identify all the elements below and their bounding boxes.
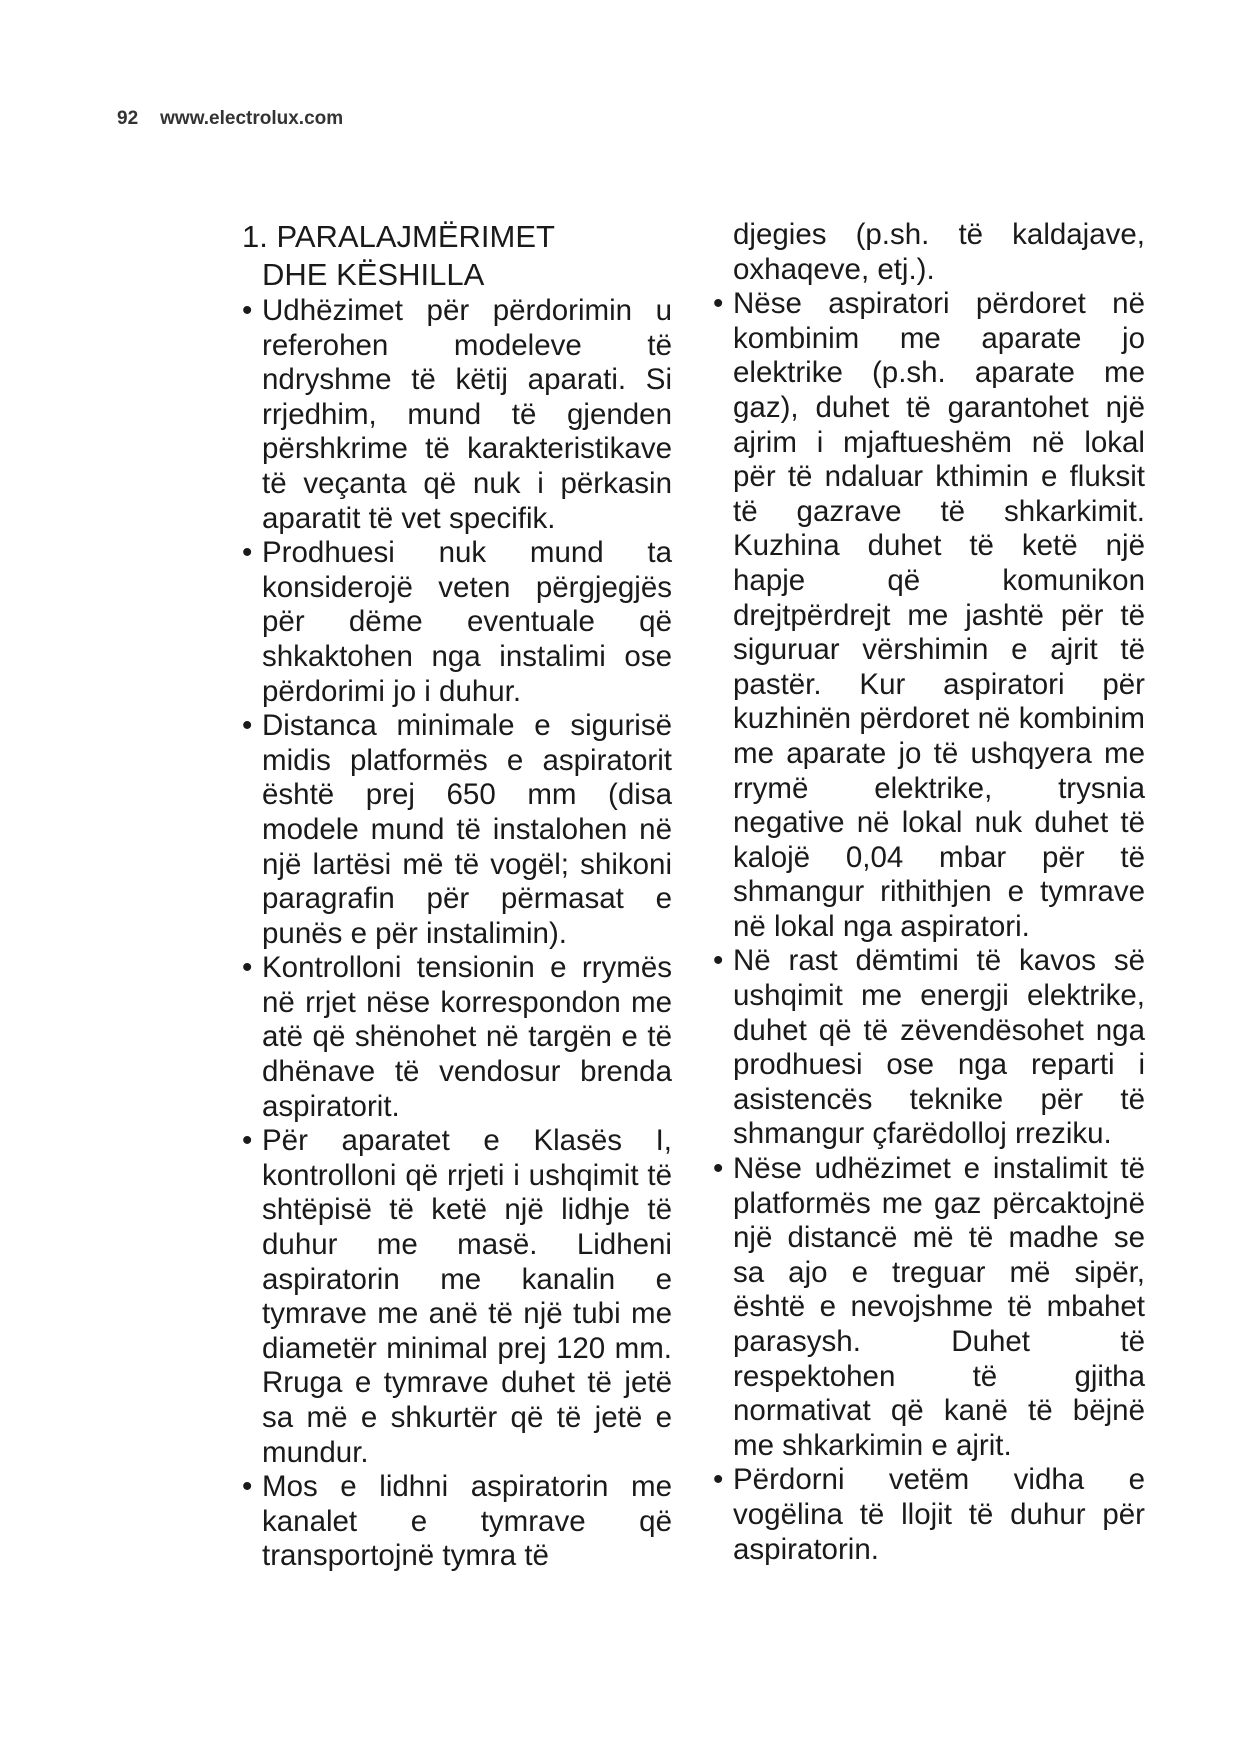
list-item: • Nëse aspiratori përdoret në kombinim me aparate jo elektrike (p.sh. aparate me gaz), duhet të garantohet një ajrim i mjaftueshëm në lokal për të ndaluar kthimin e fluksit të gazrave të shkarkimit. Kuzhina duhet të ketë një hapje që komunikon drejtpërdrejt me jashtë për të siguruar vërshimin e ajrit të pastër. Kur aspiratori për kuzhinën përdoret në kombinim me aparate jo të ushqyera me rrymë elektrike, trysnia negative në lokal nuk duhet të kalojë 0,04 mbar për të shmangur rithithjen e tymrave në lokal nga aspiratori. [713,287,1145,944]
right-bullet-list [713,287,1145,1567]
left-column [242,218,672,1574]
page-header [117,108,343,130]
list-item: • Për aparatet e Klasës I, kontrolloni që rrjeti i ushqimit të shtëpisë të ketë një lidhje të duhur me masë. Lidheni aspiratorin me kanalin e tymrave me anë të një tubi me diametër minimal prej 120 mm. Rruga e tymrave duhet të jetë sa më e shkurtër që të jetë e mundur. [242,1124,672,1470]
list-item: • Udhëzimet për përdorimin u referohen modeleve të ndryshme të këtij aparati. Si rrjedhim, mund të gjenden përshkrime të karakteristikave të veçanta që nuk i përkasin aparatit të vet specifik. [242,294,672,536]
list-item: • Përdorni vetëm vidha e vogëlina të llojit të duhur për aspiratorin. [713,1463,1145,1567]
left-bullet-list [242,294,672,1574]
section-title-line1: 1. PARALAJMËRIMET [242,219,555,254]
right-column [713,218,1145,1567]
list-item: • Në rast dëmtimi të kavos së ushqimit me energji elektrike, duhet që të zëvendësohet nga prodhuesi ose nga reparti i asistencës teknike për të shmangur çfarëdolloj rreziku. [713,944,1145,1152]
website-url: www.electrolux.com [160,108,344,129]
section-title-line2: DHE KËSHILLA [262,257,485,292]
list-item: • Nëse udhëzimet e instalimit të platformës me gaz përcaktojnë një distancë më të madhe se sa ajo e treguar më sipër, është e nevojshme të mbahet parasysh. Duhet të respektohen të gjitha normativat që kanë të bëjnë me shkarkimin e ajrit. [713,1152,1145,1463]
page-number: 92 [117,108,139,129]
list-item: • Prodhuesi nuk mund ta konsiderojë veten përgjegjës për dëme eventuale që shkaktohen nga instalimi ose përdorimi jo i duhur. [242,536,672,709]
section-title [242,218,672,294]
list-item: • Mos e lidhni aspiratorin me kanalet e tymrave që transportojnë tymra të [242,1470,672,1574]
continued-text: djegies (p.sh. të kaldajave, oxhaqeve, etj.). [733,218,1145,286]
list-item: • Distanca minimale e sigurisë midis platformës e aspiratorit është prej 650 mm (disa modele mund të instalohen në një lartësi më të vogël; shikoni paragrafin për përmasat e punës e për instalimin). [242,709,672,951]
list-item: • Kontrolloni tensionin e rrymës në rrjet nëse korrespondon me atë që shënohet në targën e të dhënave të vendosur brenda aspiratorit. [242,951,672,1124]
